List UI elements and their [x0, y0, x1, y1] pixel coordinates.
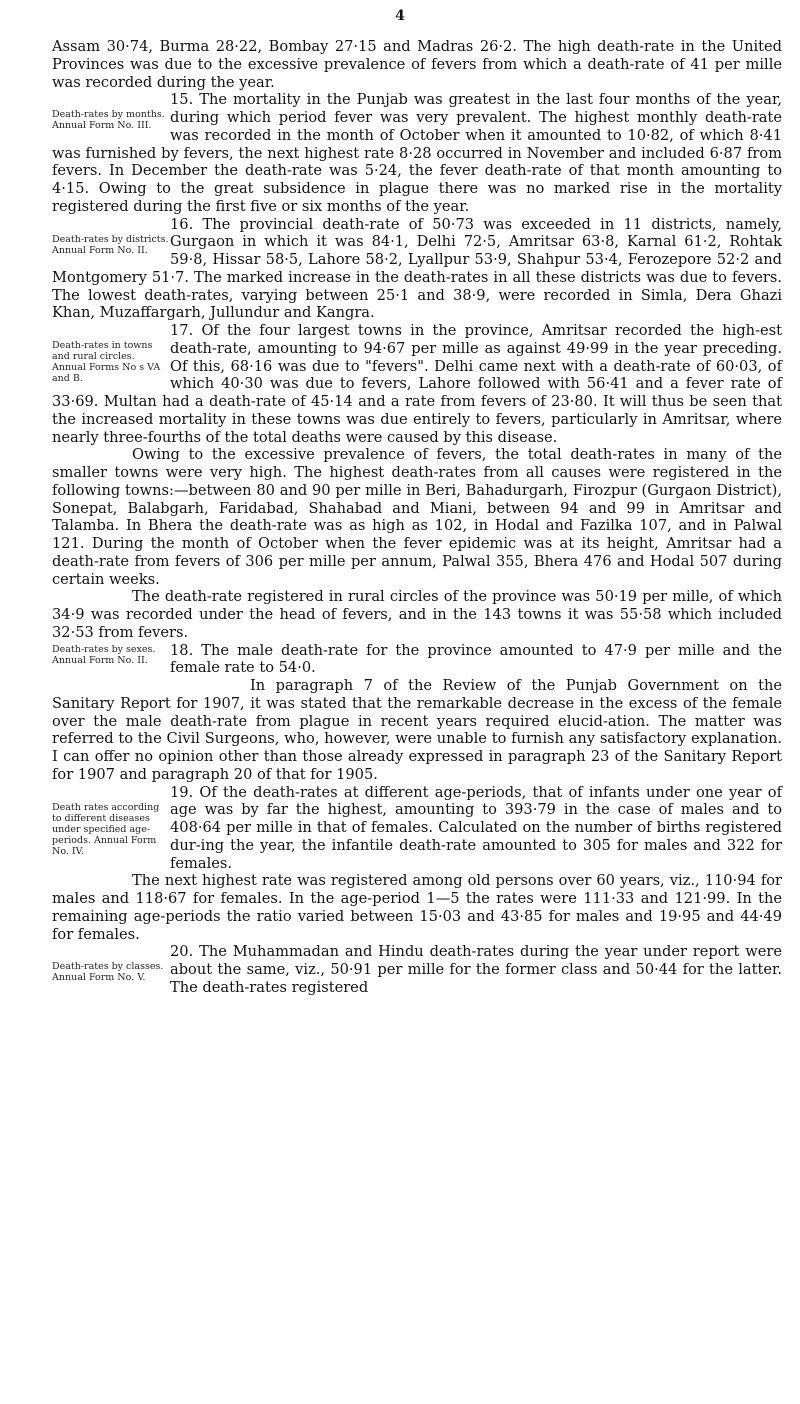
paragraph-17c: The death-rate registered in rural circles of the province was 50·19 per mille, of which 34·9 was recorded under the head of fevers, and in the 143 towns it was 55·58 which included 32·53 from fevers. [52, 588, 782, 641]
paragraph-18 [52, 642, 782, 678]
margin-note-districts: Death-rates by districts. Annual Form No. II. [52, 233, 169, 256]
paragraph-17 [52, 322, 782, 446]
paragraph-text: 16. The provincial death-rate of 50·73 was exceeded in 11 districts, namely, Gurgaon in which it was 84·1, Delhi 72·5, Amritsar 63·8, Karnal 61·2, Rohtak 59·8, Hissar 58·5, Lahore 58·2, Lyallpur 53·9, Shahpur 53·4, Ferozepore 52·2 and Montgomery 51·7. The marked increase in the death-rates in all these districts was due to fevers. The lowest death-rates, varying between 25·1 and 38·9, were recorded in Simla, Dera Ghazi Khan, Muzaffargarh, Jullundur and Kangra. [52, 215, 782, 322]
paragraph-19b: The next highest rate was registered among old persons over 60 years, viz., 110·94 for males and 118·67 for females. In the age-period 1—5 the rates were 111·33 and 121·99. In the remaining age-periods the ratio varied between 15·03 and 43·85 for males and 19·95 and 44·49 for females. [52, 872, 782, 943]
paragraph-text: Assam 30·74, Burma 28·22, Bombay 27·15 and Madras 26·2. The high death-rate in the United Provinces was due to the excessive prevalence of fevers from which a death-rate of 41 per mille was recorded during the year. [52, 38, 782, 91]
paragraph-text: 18. The male death-rate for the province amounted to 47·9 per mille and the female rate to 54·0. [52, 642, 782, 678]
paragraph-19 [52, 784, 782, 873]
paragraph-16 [52, 216, 782, 323]
paragraph-text: 19. Of the death-rates at different age-periods, that of infants under one year of age was by far the highest, amounting to 393·79 in the case of males and to 408·64 per mille in that of females. Calculated on the number of births registered dur-ing the year, the infantile death-rate amounted to 305 for males and 322 for females. [52, 784, 782, 873]
margin-note-towns: Death-rates in towns and rural circles. Annual Forms No s VA and B. [52, 340, 161, 384]
paragraph-text: 15. The mortality in the Punjab was greatest in the last four months of the year, during which period fever was very prevalent. The highest monthly death-rate was recorded in the month of October when it amounted to 10·82, of which 8·41 was furnished by fevers, the next highest rate 8·28 occurred in November and included 6·87 from fevers. In December the death-rate was 5·24, the fever death-rate of that month amounting to 4·15. Owing to the great subsidence in plague there was no marked rise in the mortality registered during the first five or six months of the year. [52, 91, 782, 215]
document-body [52, 38, 782, 997]
paragraph-15 [52, 91, 782, 215]
margin-note-age-periods: Death rates according to different diseases under specified age-periods. Annual Form No. IV. [52, 801, 160, 857]
paragraph-17b: Owing to the excessive prevalence of fevers, the total death-rates in many of the smaller towns were very high. The highest death-rates from all causes were registered in the following towns:—between 80 and 90 per mille in Beri, Bahadurgarh, Firozpur (Gurgaon District), Sonepat, Balabgarh, Faridabad, Shahabad and Miani, between 94 and 99 in Amritsar and Talamba. In Bhera the death-rate was as high as 102, in Hodal and Fazilka 107, and in Palwal 121. During the month of October when the fever epidemic was at its height, Amritsar had a death-rate from fevers of 306 per mille per annum, Palwal 355, Bhera 476 and Hodal 507 during certain weeks. [52, 446, 782, 588]
margin-note-classes: Death-rates by classes. Annual Form No. V. [52, 961, 164, 984]
paragraph-18b: In paragraph 7 of the Review of the Punjab Government on the Sanitary Report for 1907, it was stated that the remarkable decrease in the excess of the female over the male death-rate from plague in recent years required elucid-ation. The matter was referred to the Civil Surgeons, who, however, were unable to furnish any satisfactory explanation. I can offer no opinion other than those already expressed in paragraph 23 of the Sanitary Report for 1907 and paragraph 20 of that for 1905. [52, 677, 782, 783]
margin-note-months: Death-rates by months. Annual Form No. III. [52, 109, 165, 132]
margin-note-sexes: Death-rates by sexes. Annual Form No. II. [52, 643, 156, 666]
page-number: 4 [395, 8, 405, 24]
paragraph-text: 17. Of the four largest towns in the province, Amritsar recorded the high-est death-rate, amounting to 94·67 per mille as against 49·99 in the year preceding. Of this, 68·16 was due to "fevers". Delhi came next with a death-rate of 60·03, of which 40·30 was due to fevers, Lahore followed with 56·41 and a fever rate of 33·69. Multan had a death-rate of 45·14 and a rate from fevers of 23·80. It will thus be seen that the increased mortality in these towns was due entirely to fevers, particularly in Amritsar, where nearly three-fourths of the total deaths were caused by this disease. [52, 322, 782, 446]
note-spacer [52, 234, 170, 260]
paragraph-14-continued [52, 38, 782, 91]
paragraph-20 [52, 943, 782, 996]
note-spacer [52, 802, 170, 861]
note-spacer [52, 109, 170, 135]
paragraph-text: 20. The Muhammadan and Hindu death-rates during the year under report were about the same, viz., 50·91 per mille for the former class and 50·44 for the latter. The death-rates registered [52, 943, 782, 996]
note-spacer [52, 340, 170, 388]
note-spacer [52, 961, 170, 987]
